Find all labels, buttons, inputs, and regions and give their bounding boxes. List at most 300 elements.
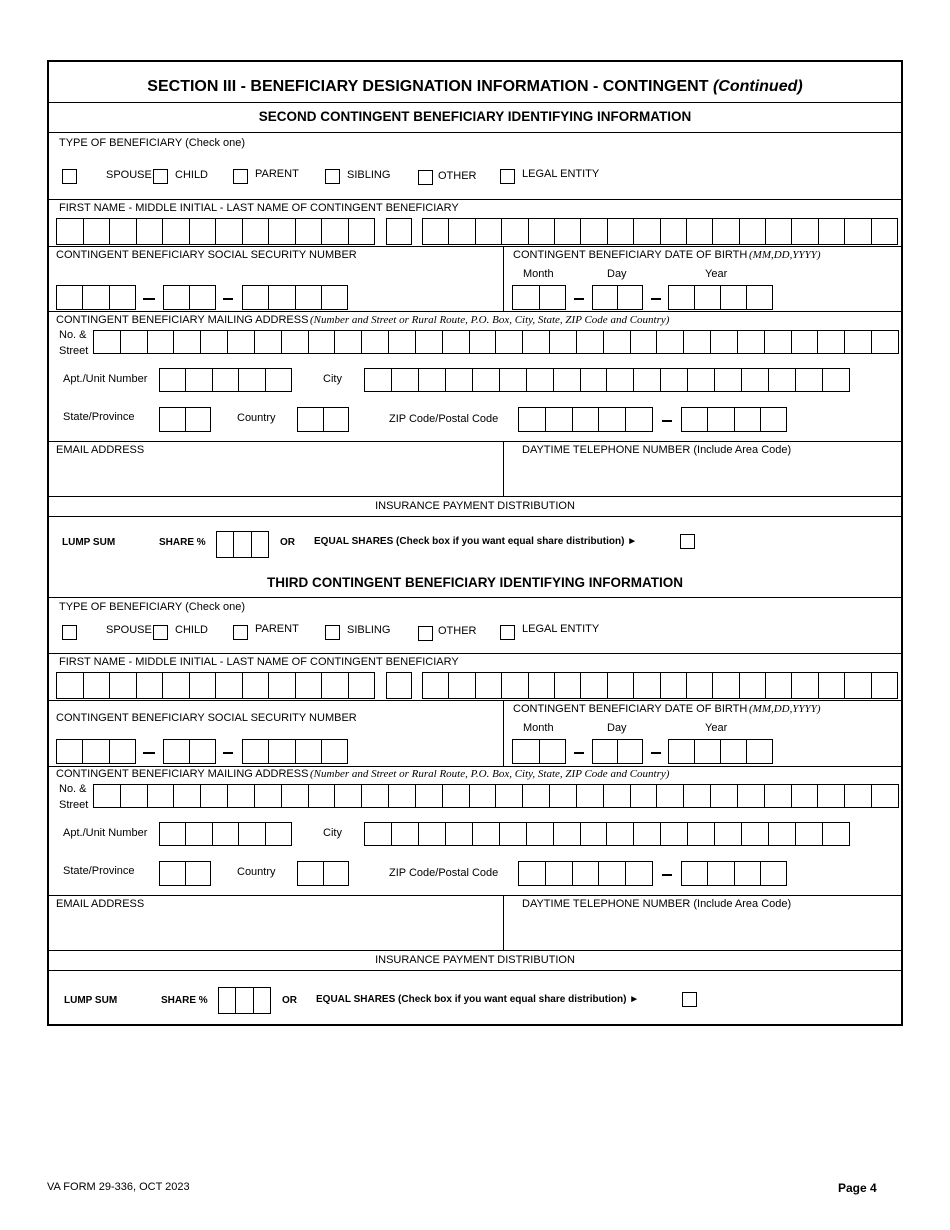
dob-day-input[interactable] — [592, 739, 643, 764]
street-input-cell[interactable] — [147, 331, 174, 353]
type-spouse-checkbox[interactable] — [62, 169, 77, 184]
ssn-part2-input-cell[interactable] — [164, 740, 189, 763]
dob-year-input[interactable] — [668, 285, 773, 310]
zip-ext-input-cell[interactable] — [707, 862, 733, 885]
street-input-cell[interactable] — [817, 785, 844, 807]
share-percent-input[interactable] — [218, 987, 271, 1014]
first-name-input-cell[interactable] — [109, 219, 136, 244]
last-name-input-cell[interactable] — [791, 673, 817, 698]
city-input-cell[interactable] — [418, 369, 445, 391]
ssn-label: CONTINGENT BENEFICIARY SOCIAL SECURITY NUMBER — [56, 712, 357, 724]
street-input-cell[interactable] — [871, 785, 898, 807]
street-input-cell[interactable] — [334, 331, 361, 353]
city-input-cell[interactable] — [445, 369, 472, 391]
street-input-cell[interactable] — [656, 331, 683, 353]
share-percent-input-cell[interactable] — [253, 988, 270, 1013]
dob-year-input-cell[interactable] — [746, 286, 772, 309]
last-name-input-cell[interactable] — [528, 673, 554, 698]
apt-unit-input-cell[interactable] — [160, 369, 185, 391]
first-name-input-cell[interactable] — [57, 673, 83, 698]
street-input-cell[interactable] — [308, 785, 335, 807]
dob-year-input-cell[interactable] — [720, 740, 746, 763]
street-input-cell[interactable] — [334, 785, 361, 807]
street-input-cell[interactable] — [710, 785, 737, 807]
zip-input-cell[interactable] — [598, 408, 625, 431]
street-input-cell[interactable] — [442, 785, 469, 807]
middle-initial-input[interactable] — [386, 672, 412, 699]
street-input-cell[interactable] — [227, 331, 254, 353]
dob-day-input-cell[interactable] — [593, 286, 617, 309]
apt-unit-input-cell[interactable] — [265, 369, 291, 391]
last-name-input-cell[interactable] — [607, 219, 633, 244]
street-input-cell[interactable] — [254, 785, 281, 807]
dob-year-input-cell[interactable] — [694, 740, 720, 763]
last-name-input-cell[interactable] — [607, 673, 633, 698]
apt-unit-input-cell[interactable] — [160, 823, 185, 845]
last-name-input-cell[interactable] — [580, 219, 606, 244]
city-input-cell[interactable] — [553, 369, 580, 391]
zip-input-cell[interactable] — [545, 408, 572, 431]
city-input-cell[interactable] — [768, 369, 795, 391]
city-input-cell[interactable] — [499, 369, 526, 391]
last-name-input-cell[interactable] — [765, 219, 791, 244]
last-name-input-cell[interactable] — [528, 219, 554, 244]
last-name-input-cell[interactable] — [818, 219, 844, 244]
street-input-cell[interactable] — [173, 785, 200, 807]
divider — [49, 246, 901, 247]
street-input-cell[interactable] — [656, 785, 683, 807]
city-input-cell[interactable] — [418, 823, 445, 845]
divider — [49, 700, 901, 701]
ssn-part1-input[interactable] — [56, 739, 136, 764]
city-input-cell[interactable] — [472, 369, 499, 391]
ssn-part3-input[interactable] — [242, 285, 348, 310]
street-input-cell[interactable] — [764, 785, 791, 807]
city-input-cell[interactable] — [526, 823, 553, 845]
city-input-cell[interactable] — [580, 823, 607, 845]
zip-ext-input-cell[interactable] — [760, 408, 786, 431]
ssn-part3-input-cell[interactable] — [243, 286, 268, 309]
last-name-input-cell[interactable] — [475, 673, 501, 698]
street-input-cell[interactable] — [147, 785, 174, 807]
street-input-cell[interactable] — [522, 331, 549, 353]
city-input-cell[interactable] — [741, 369, 768, 391]
state-province-input[interactable] — [159, 407, 211, 432]
ssn-part3-input-cell[interactable] — [321, 740, 347, 763]
street-input-cell[interactable] — [791, 785, 818, 807]
last-name-input-cell[interactable] — [871, 219, 897, 244]
city-input-cell[interactable] — [633, 369, 660, 391]
first-name-input-cell[interactable] — [348, 219, 375, 244]
street-input-cell[interactable] — [603, 785, 630, 807]
state-province-input[interactable] — [159, 861, 211, 886]
apt-unit-input-cell[interactable] — [185, 823, 211, 845]
city-input-cell[interactable] — [391, 823, 418, 845]
city-input-cell[interactable] — [714, 369, 741, 391]
street-input-cell[interactable] — [791, 331, 818, 353]
state-province-input-cell[interactable] — [160, 408, 185, 431]
zip-input-cell[interactable] — [545, 862, 572, 885]
last-name-input-cell[interactable] — [580, 673, 606, 698]
zip-ext-input-cell[interactable] — [682, 862, 707, 885]
dob-month-input-cell[interactable] — [513, 740, 539, 763]
form-page — [47, 60, 903, 1026]
city-input-cell[interactable] — [795, 823, 822, 845]
first-name-input-cell[interactable] — [268, 673, 295, 698]
country-input-cell[interactable] — [298, 408, 323, 431]
ssn-part3-input-cell[interactable] — [268, 286, 294, 309]
apt-unit-input-cell[interactable] — [238, 823, 264, 845]
dob-day-input-cell[interactable] — [617, 286, 642, 309]
zip-ext-input[interactable] — [681, 861, 787, 886]
share-percent-input-cell[interactable] — [233, 532, 250, 557]
zip-input[interactable] — [518, 861, 653, 886]
street-input[interactable] — [93, 330, 899, 354]
first-name-input-cell[interactable] — [57, 219, 83, 244]
last-name-input-cell[interactable] — [791, 219, 817, 244]
city-input-cell[interactable] — [741, 823, 768, 845]
type-other-checkbox[interactable] — [418, 626, 433, 641]
city-input-cell[interactable] — [822, 369, 849, 391]
first-name-input[interactable] — [56, 672, 375, 699]
share-percent-input[interactable] — [216, 531, 269, 558]
ssn-part1-input-cell[interactable] — [109, 286, 135, 309]
country-input-cell[interactable] — [298, 862, 323, 885]
type-spouse-checkbox[interactable] — [62, 625, 77, 640]
street-input-cell[interactable] — [200, 785, 227, 807]
share-percent-input-cell[interactable] — [217, 532, 233, 557]
apt-unit-input[interactable] — [159, 368, 292, 392]
last-name-input-cell[interactable] — [554, 673, 580, 698]
payment-distribution-label: INSURANCE PAYMENT DISTRIBUTION — [375, 500, 575, 512]
lump-sum-label: LUMP SUM — [62, 537, 116, 548]
zip-ext-input-cell[interactable] — [734, 408, 760, 431]
first-name-input-cell[interactable] — [321, 673, 348, 698]
city-input-cell[interactable] — [499, 823, 526, 845]
first-name-input-cell[interactable] — [83, 219, 110, 244]
street-input-cell[interactable] — [469, 785, 496, 807]
first-name-input-cell[interactable] — [295, 219, 322, 244]
last-name-input-cell[interactable] — [686, 219, 712, 244]
zip-input-cell[interactable] — [598, 862, 625, 885]
state-province-input-cell[interactable] — [160, 862, 185, 885]
street-input-cell[interactable] — [361, 785, 388, 807]
street-input-cell[interactable] — [549, 331, 576, 353]
first-name-input[interactable] — [56, 218, 375, 245]
ssn-part2-input[interactable] — [163, 739, 216, 764]
city-input-cell[interactable] — [768, 823, 795, 845]
dob-year-input-cell[interactable] — [720, 286, 746, 309]
city-input-cell[interactable] — [472, 823, 499, 845]
middle-initial-input-cell[interactable] — [387, 673, 411, 698]
last-name-input-cell[interactable] — [844, 219, 870, 244]
first-name-input-cell[interactable] — [215, 219, 242, 244]
street-input-cell[interactable] — [120, 331, 147, 353]
street-input-cell[interactable] — [630, 331, 657, 353]
ssn-part1-input-cell[interactable] — [82, 740, 108, 763]
city-input-cell[interactable] — [822, 823, 849, 845]
dob-day-input[interactable] — [592, 285, 643, 310]
last-name-input-cell[interactable] — [501, 219, 527, 244]
dob-month-input[interactable] — [512, 739, 566, 764]
ssn-part3-input-cell[interactable] — [321, 286, 347, 309]
first-name-input-cell[interactable] — [268, 219, 295, 244]
zip-input-cell[interactable] — [625, 408, 652, 431]
last-name-input-cell[interactable] — [712, 219, 738, 244]
zip-input-cell[interactable] — [519, 862, 545, 885]
street-input-cell[interactable] — [415, 331, 442, 353]
street-input-cell[interactable] — [281, 331, 308, 353]
share-percent-input-cell[interactable] — [219, 988, 235, 1013]
mailing-address-label: CONTINGENT BENEFICIARY MAILING ADDRESS — [56, 314, 309, 326]
last-name-input-cell[interactable] — [448, 219, 474, 244]
dob-year-input-cell[interactable] — [694, 286, 720, 309]
dob-day-input-cell[interactable] — [593, 740, 617, 763]
type-sibling-label: SIBLING — [347, 169, 391, 181]
first-name-input-cell[interactable] — [215, 673, 242, 698]
ssn-part1-input-cell[interactable] — [57, 740, 82, 763]
last-name-input-cell[interactable] — [633, 219, 659, 244]
dob-month-input[interactable] — [512, 285, 566, 310]
city-input-cell[interactable] — [365, 369, 391, 391]
first-name-input-cell[interactable] — [136, 219, 163, 244]
dob-year-input-cell[interactable] — [746, 740, 772, 763]
street-input-cell[interactable] — [683, 785, 710, 807]
last-name-input[interactable] — [422, 218, 898, 245]
zip-ext-input-cell[interactable] — [707, 408, 733, 431]
first-name-input-cell[interactable] — [83, 673, 110, 698]
ssn-part1-input-cell[interactable] — [82, 286, 108, 309]
street-input-cell[interactable] — [308, 331, 335, 353]
city-input[interactable] — [364, 368, 850, 392]
city-input[interactable] — [364, 822, 850, 846]
last-name-input-cell[interactable] — [660, 673, 686, 698]
street-label: No. & — [59, 783, 87, 795]
street-input-cell[interactable] — [844, 331, 871, 353]
street-input-cell[interactable] — [764, 331, 791, 353]
zip-ext-input-cell[interactable] — [760, 862, 786, 885]
type-other-checkbox[interactable] — [418, 170, 433, 185]
ssn-part3-input[interactable] — [242, 739, 348, 764]
city-input-cell[interactable] — [553, 823, 580, 845]
apt-unit-input[interactable] — [159, 822, 292, 846]
city-input-cell[interactable] — [580, 369, 607, 391]
last-name-input-cell[interactable] — [765, 673, 791, 698]
ssn-part2-input-cell[interactable] — [164, 286, 189, 309]
apt-unit-input-cell[interactable] — [212, 369, 238, 391]
street-input-cell[interactable] — [549, 785, 576, 807]
street-input-cell[interactable] — [871, 331, 898, 353]
last-name-input-cell[interactable] — [739, 219, 765, 244]
type-parent-checkbox[interactable] — [233, 625, 248, 640]
last-name-input-cell[interactable] — [660, 219, 686, 244]
street-input-cell[interactable] — [630, 785, 657, 807]
apt-unit-input-cell[interactable] — [265, 823, 291, 845]
last-name-input-cell[interactable] — [686, 673, 712, 698]
first-name-input-cell[interactable] — [189, 219, 216, 244]
type-legal-entity-checkbox[interactable] — [500, 625, 515, 640]
street-input-cell[interactable] — [710, 331, 737, 353]
street-input-cell[interactable] — [576, 785, 603, 807]
city-input-cell[interactable] — [660, 369, 687, 391]
separator-dash — [662, 874, 672, 876]
city-input-cell[interactable] — [391, 369, 418, 391]
street-input-cell[interactable] — [227, 785, 254, 807]
ssn-part2-input-cell[interactable] — [189, 286, 215, 309]
street-input-cell[interactable] — [576, 331, 603, 353]
first-name-input-cell[interactable] — [136, 673, 163, 698]
street-input-cell[interactable] — [737, 785, 764, 807]
street-input-cell[interactable] — [94, 331, 120, 353]
middle-initial-input-cell[interactable] — [387, 219, 411, 244]
first-name-input-cell[interactable] — [162, 673, 189, 698]
state-province-input-cell[interactable] — [185, 408, 211, 431]
last-name-input-cell[interactable] — [633, 673, 659, 698]
last-name-input-cell[interactable] — [739, 673, 765, 698]
apt-unit-input-cell[interactable] — [185, 369, 211, 391]
street-input-cell[interactable] — [361, 331, 388, 353]
ssn-part1-input-cell[interactable] — [57, 286, 82, 309]
last-name-input-cell[interactable] — [554, 219, 580, 244]
street-input-cell[interactable] — [737, 331, 764, 353]
street-input[interactable] — [93, 784, 899, 808]
city-input-cell[interactable] — [714, 823, 741, 845]
type-parent-checkbox[interactable] — [233, 169, 248, 184]
last-name-input-cell[interactable] — [871, 673, 897, 698]
divider — [49, 311, 901, 312]
street-input-cell[interactable] — [442, 331, 469, 353]
city-input-cell[interactable] — [606, 369, 633, 391]
dob-year-input-cell[interactable] — [669, 286, 694, 309]
last-name-input-cell[interactable] — [423, 673, 448, 698]
city-input-cell[interactable] — [687, 369, 714, 391]
zip-input-cell[interactable] — [572, 862, 599, 885]
type-child-checkbox[interactable] — [153, 625, 168, 640]
zip-ext-input-cell[interactable] — [734, 862, 760, 885]
ssn-part3-input-cell[interactable] — [295, 740, 321, 763]
city-input-cell[interactable] — [526, 369, 553, 391]
ssn-part2-input[interactable] — [163, 285, 216, 310]
state-province-label: State/Province — [63, 411, 135, 423]
middle-initial-input[interactable] — [386, 218, 412, 245]
country-input-cell[interactable] — [323, 862, 349, 885]
country-input-cell[interactable] — [323, 408, 349, 431]
ssn-part3-input-cell[interactable] — [295, 286, 321, 309]
city-input-cell[interactable] — [660, 823, 687, 845]
last-name-input-cell[interactable] — [501, 673, 527, 698]
ssn-part1-input[interactable] — [56, 285, 136, 310]
last-name-input-cell[interactable] — [712, 673, 738, 698]
equal-shares-checkbox[interactable] — [682, 992, 697, 1007]
last-name-input-cell[interactable] — [475, 219, 501, 244]
type-sibling-checkbox[interactable] — [325, 625, 340, 640]
city-input-cell[interactable] — [633, 823, 660, 845]
ssn-part2-input-cell[interactable] — [189, 740, 215, 763]
first-name-input-cell[interactable] — [348, 673, 375, 698]
zip-input-cell[interactable] — [572, 408, 599, 431]
country-label: Country — [237, 866, 276, 878]
first-name-input-cell[interactable] — [162, 219, 189, 244]
dob-year-input-cell[interactable] — [669, 740, 694, 763]
first-name-input-cell[interactable] — [321, 219, 348, 244]
dob-day-input-cell[interactable] — [617, 740, 642, 763]
country-input[interactable] — [297, 407, 349, 432]
ssn-part1-input-cell[interactable] — [109, 740, 135, 763]
dob-month-input-cell[interactable] — [539, 286, 566, 309]
street-input-cell[interactable] — [254, 331, 281, 353]
last-name-input-cell[interactable] — [423, 219, 448, 244]
zip-input-cell[interactable] — [519, 408, 545, 431]
equal-shares-checkbox[interactable] — [680, 534, 695, 549]
first-name-input-cell[interactable] — [295, 673, 322, 698]
country-input[interactable] — [297, 861, 349, 886]
street-input-cell[interactable] — [388, 331, 415, 353]
first-name-input-cell[interactable] — [189, 673, 216, 698]
separator-dash — [574, 298, 584, 300]
type-sibling-checkbox[interactable] — [325, 169, 340, 184]
street-input-cell[interactable] — [173, 331, 200, 353]
equal-shares-label: EQUAL SHARES (Check box if you want equal share distribution) ► — [316, 994, 640, 1005]
street-input-cell[interactable] — [844, 785, 871, 807]
street-input-cell[interactable] — [388, 785, 415, 807]
first-name-input-cell[interactable] — [109, 673, 136, 698]
type-legal-entity-label: LEGAL ENTITY — [522, 168, 600, 180]
zip-ext-input-cell[interactable] — [682, 408, 707, 431]
street-input-cell[interactable] — [200, 331, 227, 353]
state-province-input-cell[interactable] — [185, 862, 211, 885]
street-input-cell[interactable] — [415, 785, 442, 807]
apt-unit-input-cell[interactable] — [238, 369, 264, 391]
ssn-part3-input-cell[interactable] — [268, 740, 294, 763]
last-name-input-cell[interactable] — [448, 673, 474, 698]
street-input-cell[interactable] — [495, 785, 522, 807]
dob-month-input-cell[interactable] — [513, 286, 539, 309]
zip-ext-input[interactable] — [681, 407, 787, 432]
column-divider — [503, 441, 504, 496]
zip-input-cell[interactable] — [625, 862, 652, 885]
city-input-cell[interactable] — [365, 823, 391, 845]
first-name-input-cell[interactable] — [242, 219, 269, 244]
last-name-input[interactable] — [422, 672, 898, 699]
city-input-cell[interactable] — [687, 823, 714, 845]
first-name-input-cell[interactable] — [242, 673, 269, 698]
city-label: City — [323, 373, 342, 385]
street-input-cell[interactable] — [94, 785, 120, 807]
zip-input[interactable] — [518, 407, 653, 432]
dob-month-input-cell[interactable] — [539, 740, 566, 763]
share-percent-input-cell[interactable] — [251, 532, 268, 557]
dob-year-input[interactable] — [668, 739, 773, 764]
last-name-input-cell[interactable] — [818, 673, 844, 698]
street-input-cell[interactable] — [469, 331, 496, 353]
street-input-cell[interactable] — [522, 785, 549, 807]
street-input-cell[interactable] — [495, 331, 522, 353]
city-input-cell[interactable] — [445, 823, 472, 845]
type-child-checkbox[interactable] — [153, 169, 168, 184]
street-input-cell[interactable] — [683, 331, 710, 353]
last-name-input-cell[interactable] — [844, 673, 870, 698]
city-input-cell[interactable] — [795, 369, 822, 391]
city-input-cell[interactable] — [606, 823, 633, 845]
street-input-cell[interactable] — [281, 785, 308, 807]
street-input-cell[interactable] — [120, 785, 147, 807]
type-legal-entity-checkbox[interactable] — [500, 169, 515, 184]
street-input-cell[interactable] — [817, 331, 844, 353]
street-input-cell[interactable] — [603, 331, 630, 353]
ssn-part3-input-cell[interactable] — [243, 740, 268, 763]
share-percent-input-cell[interactable] — [235, 988, 252, 1013]
apt-unit-input-cell[interactable] — [212, 823, 238, 845]
